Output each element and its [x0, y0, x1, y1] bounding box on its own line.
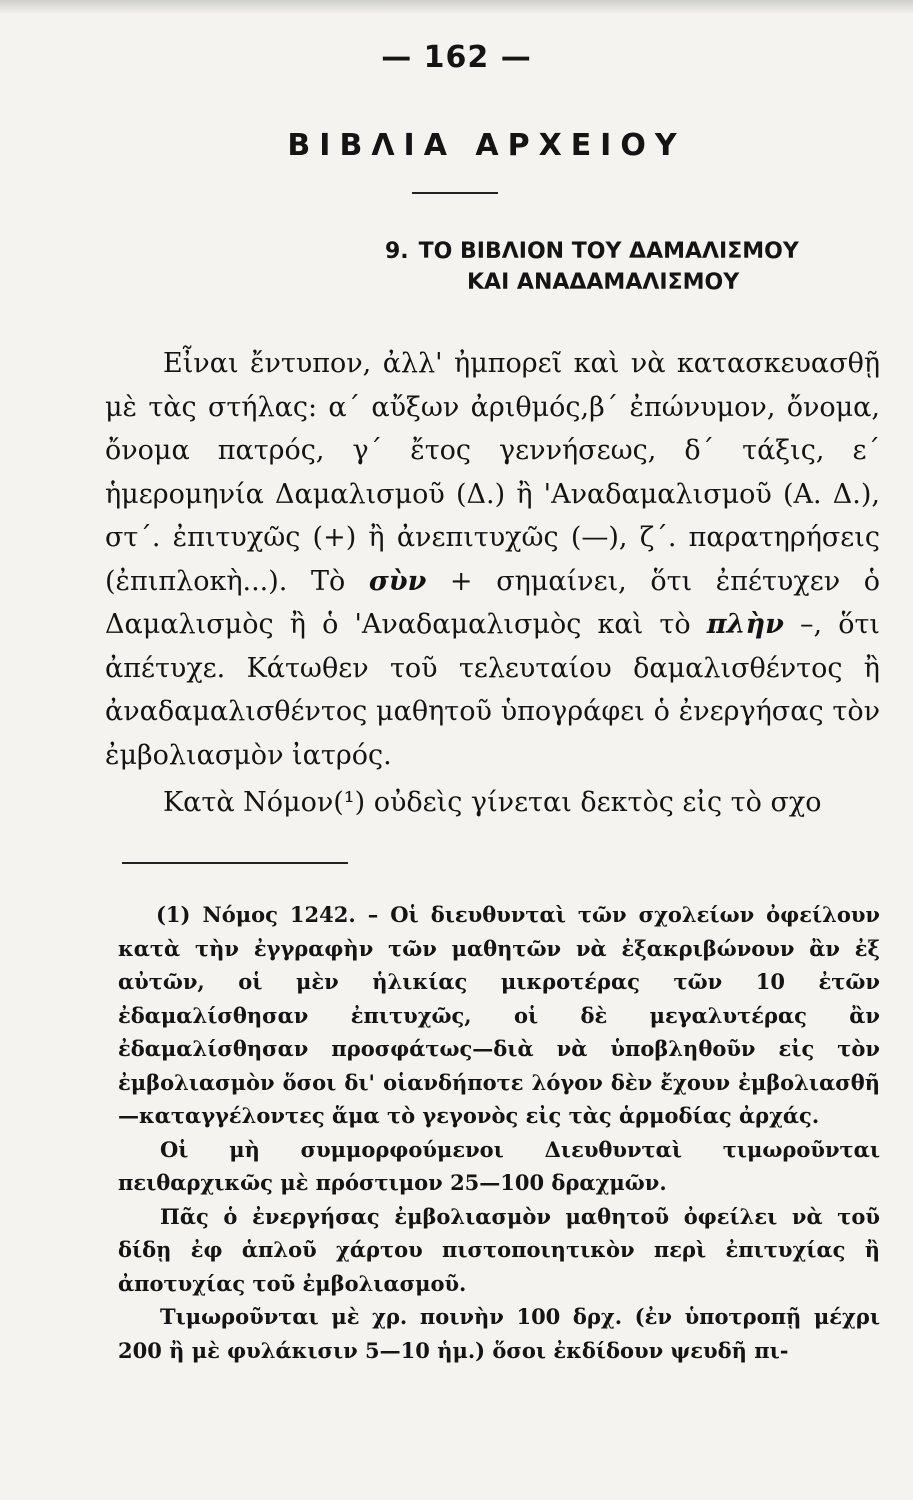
page-number: — 162 — — [381, 40, 532, 75]
page-top-edge — [0, 0, 913, 14]
paragraph-1-part-b: + σημαίνει, ὅτι ἐπέτυχεν ὁ Δαμαλισμὸς ἢ ὁ 'Αναδαμαλισμὸς καὶ τὸ — [105, 565, 881, 640]
footnotes — [118, 898, 880, 1367]
chapter-number: 9. — [385, 239, 409, 264]
paragraph-1-part-c: –, ὅτι ἀπέτυχε. Κάτωθεν τοῦ τελευταίου δαμαλισθέντος ἢ ἀναδαμαλισθέντος μαθητοῦ ὑπογράφει ὁ ἐνεργήσας τὸν ἐμβολιασμὸν ἰατρός. — [105, 609, 880, 771]
footnote-4: Τιμωροῦνται μὲ χρ. ποινὴν 100 δρχ. (ἐν ὑποτροπῇ μέχρι 200 ἢ μὲ φυλάκισιν 5—10 ἡμ.) ὅσοι ἐκδίδουν ψευδῆ πι- — [118, 1304, 880, 1363]
paragraph-1 — [105, 342, 880, 777]
chapter-heading — [385, 236, 885, 298]
term-plin: πλὴν — [706, 609, 784, 640]
title-divider — [412, 192, 498, 194]
chapter-title-line2: ΚΑΙ ΑΝΑΔΑΜΑΛΙΣΜΟΥ — [467, 270, 740, 295]
footnote-1: (1) Νόμος 1242. – Οἱ διευθυνταὶ τῶν σχολείων ὀφείλουν κατὰ τὴν ἐγγραφὴν τῶν μαθητῶν νὰ ἐξακριβώνουν ἂν ἐξ αὐτῶν, οἱ μὲν ἡλικίας μικροτέρας τῶν 10 ἐτῶν ἐδαμαλίσθησαν ἐπιτυχῶς, οἱ δὲ μεγαλυτέρας ἂν ἐδαμαλίσθησαν προσφάτως—διὰ νὰ ὑποβληθοῦν εἰς τὸν ἐμβολιασμὸν ὅσοι δι' οἱανδήποτε λόγον δὲν ἔχουν ἐμβολιασθῆ—καταγγέλοντες ἅμα τὸ γεγονὸς εἰς τὰς ἁρμοδίας ἀρχάς. — [118, 902, 880, 1128]
paragraph-2: Κατὰ Νόμον(¹) οὐδεὶς γίνεται δεκτὸς εἰς τὸ σχο — [163, 787, 822, 818]
paragraph-1-part-a: Εἶναι ἔντυπον, ἀλλ' ἠμπορεῖ καὶ νὰ κατασκευασθῇ μὲ τὰς στήλας: α΄ αὔξων ἀριθμός,β΄ ἐπώνυμον, ὄνομα, ὄνομα πατρός, γ΄ ἔτος γεννήσεως, δ΄ τάξις, ε΄ ἡμερομηνία Δαμαλισμοῦ (Δ.) ἢ 'Αναδαμαλισμοῦ (Α. Δ.), στ΄. ἐπιτυχῶς (+) ἢ ἀνεπιτυχῶς (—), ζ΄. παρατηρήσεις (ἐπιπλοκὴ...). Τὸ — [105, 348, 880, 597]
footnote-divider — [122, 862, 348, 864]
footnote-3: Πᾶς ὁ ἐνεργήσας ἐμβολιασμὸν μαθητοῦ ὀφείλει νὰ τοῦ δίδῃ ἐφ ἁπλοῦ χάρτου πιστοποιητικὸν περὶ ἐπιτυχίας ἢ ἀποτυχίας τοῦ ἐμβολιασμοῦ. — [118, 1203, 880, 1296]
section-title: ΒΙΒΛΙΑ ΑΡΧΕΙΟΥ — [287, 128, 686, 163]
term-syn: σὺν — [368, 565, 427, 597]
chapter-title-line1: ΤΟ ΒΙΒΛΙΟΝ ΤΟΥ ΔΑΜΑΛΙΣΜΟΥ — [418, 239, 799, 264]
footnote-2: Οἱ μὴ συμμορφούμενοι Διευθυνταὶ τιμωροῦνται πειθαρχικῶς μὲ πρόστιμον 25—100 δραχμῶν. — [118, 1136, 880, 1195]
main-text — [105, 342, 880, 825]
